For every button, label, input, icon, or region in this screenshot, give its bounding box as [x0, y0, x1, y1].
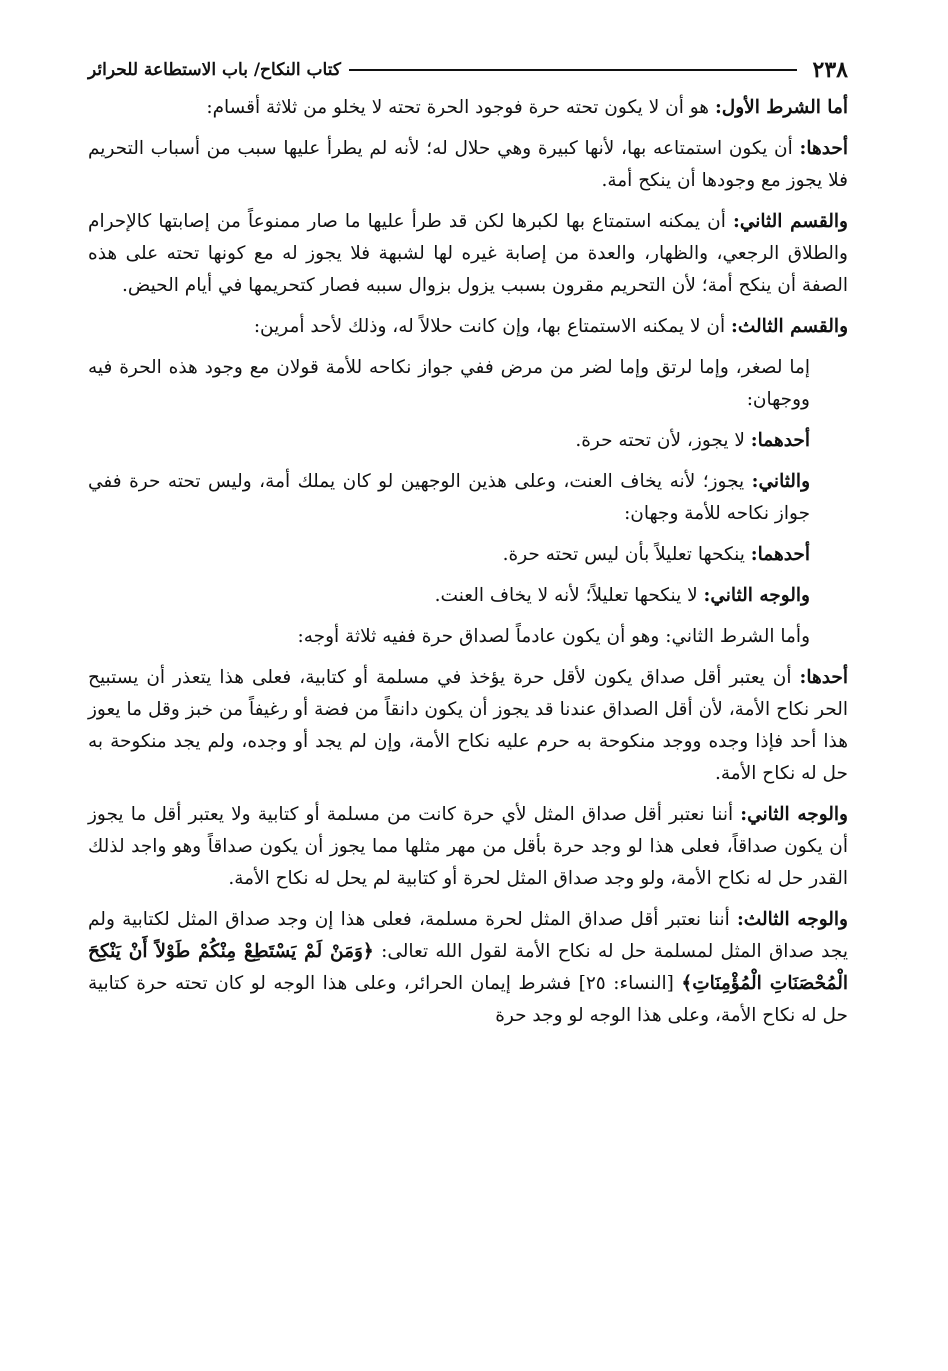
- paragraph-lead: والوجه الثاني:: [740, 804, 848, 825]
- paragraph-lead: أحدهما:: [750, 430, 810, 451]
- paragraph-lead: والوجه الثالث:: [736, 909, 848, 930]
- paragraph-text: أننا نعتبر أقل صداق المثل لأي حرة كانت من مسلمة أو كتابية ولا يعتبر أقل ما يجوز أن يكون صداقاً، فعلى هذا لو وجد حرة بأقل من مهر مثلها مما يجوز أن يكون صداقاً وهو واجد لذلك القدر حل له نكاح الأمة، ولو وجد صداق المثل لحرة أو كتابية لم يحل له نكاح الأمة.: [88, 804, 848, 889]
- paragraph-text: ينكحها تعليلاً بأن ليس تحته حرة.: [502, 544, 751, 565]
- paragraph: [88, 425, 848, 457]
- paragraph-lead: أما الشرط الأول:: [714, 97, 848, 118]
- paragraph: [88, 662, 848, 790]
- paragraph-text: أن لا يمكنه الاستمتاع بها، وإن كانت حلالاً له، وذلك لأحد أمرين:: [253, 316, 732, 337]
- paragraph-lead: والقسم الثالث:: [731, 316, 848, 337]
- paragraph-lead: والقسم الثاني:: [733, 211, 848, 232]
- paragraph: [88, 466, 848, 530]
- paragraph: [88, 904, 848, 1032]
- paragraph: [88, 799, 848, 895]
- paragraph: [88, 539, 848, 571]
- paragraph: [88, 92, 848, 124]
- paragraph-text: هو أن لا يكون تحته حرة فوجود الحرة تحته لا يخلو من ثلاثة أقسام:: [206, 97, 715, 118]
- paragraph: [88, 133, 848, 197]
- page-body: [88, 92, 848, 1331]
- paragraph-lead: أحدهما:: [750, 544, 810, 565]
- header-rule: [349, 69, 797, 71]
- paragraph-text: لا يجوز، لأن تحته حرة.: [575, 430, 751, 451]
- paragraph-text: لا ينكحها تعليلاً؛ لأنه لا يخاف العنت.: [434, 585, 704, 606]
- paragraph-lead: والثاني:: [751, 471, 810, 492]
- paragraph-text: أن يعتبر أقل صداق يكون لأقل حرة يؤخذ في مسلمة أو كتابية، فعلى هذا يتعذر أن يستبيح الحر نكاح الأمة، لأن أقل الصداق عندنا قد يجوز أن يكون دانقاً من فضة أو رغيفاً من خبز وقل ما يعوز هذا أحد فإذا وجده ووجد منكوحة به حرم عليه نكاح الأمة، وإن لم يجد أو وجده، ولم يجد منكوحة به حل له نكاح الأمة.: [88, 667, 848, 784]
- paragraph-text: أننا نعتبر أقل صداق المثل لحرة مسلمة، فعلى هذا إن وجد صداق المثل لكتابية ولم يجد صداق المثل لمسلمة حل له نكاح الأمة لقول الله تعالى:: [88, 909, 848, 962]
- page-number: ٢٣٨: [812, 57, 848, 83]
- paragraph-text: أن يكون استمتاعه بها، لأنها كبيرة وهي حلال له؛ لأنه لم يطرأ عليها سبب من أسباب التحريم فلا يجوز مع وجودها أن ينكح أمة.: [88, 138, 848, 191]
- paragraph: [88, 206, 848, 302]
- paragraph-text: وأما الشرط الثاني: وهو أن يكون عادماً لصداق حرة ففيه ثلاثة أوجه:: [297, 626, 810, 647]
- paragraph-text: إما لصغر، وإما لرتق وإما لضر من مرض ففي جواز نكاحه للأمة قولان مع وجود هذه الحرة فيه ووجهان:: [88, 357, 810, 410]
- quran-verse: ﴿وَمَنْ لَمْ يَسْتَطِعْ مِنْكُمْ طَوْلاً أَنْ يَنْكِحَ الْمُحْصَنَاتِ الْمُؤْمِنَاتِ﴾: [88, 941, 848, 994]
- paragraph: [88, 621, 848, 653]
- paragraph-text-tail: [النساء: ٢٥] فشرط إيمان الحرائر، وعلى هذا الوجه لو كان تحته حرة كتابية حل له نكاح الأمة، وعلى هذا الوجه لو وجد حرة: [88, 973, 848, 1026]
- paragraph-lead: أحدها:: [799, 138, 848, 159]
- running-header: [88, 52, 848, 88]
- paragraph-lead: أحدها:: [799, 667, 848, 688]
- paragraph: [88, 580, 848, 612]
- paragraph: [88, 352, 848, 416]
- paragraph-text: يجوز؛ لأنه يخاف العنت، وعلى هذين الوجهين لو كان يملك أمة، وليس تحته حرة ففي جواز نكاحه للأمة وجهان:: [88, 471, 810, 524]
- paragraph-lead: والوجه الثاني:: [703, 585, 810, 606]
- chapter-title: كتاب النكاح/ باب الاستطاعة للحرائر: [88, 60, 341, 80]
- paragraph-text: أن يمكنه استمتاع بها لكبرها لكن قد طرأ عليها ما صار ممنوعاً من إصابتها كالإحرام والطلاق الرجعي، والظهار، والعدة من إصابة غيره لها لشبهة فلا يجوز له مع كونها تحته على هذه الصفة أن ينكح أمة؛ لأن التحريم مقرون بسبب يزول بزوال سببه فصار كتحريمها في أيام الحيض.: [88, 211, 848, 296]
- paragraph: [88, 311, 848, 343]
